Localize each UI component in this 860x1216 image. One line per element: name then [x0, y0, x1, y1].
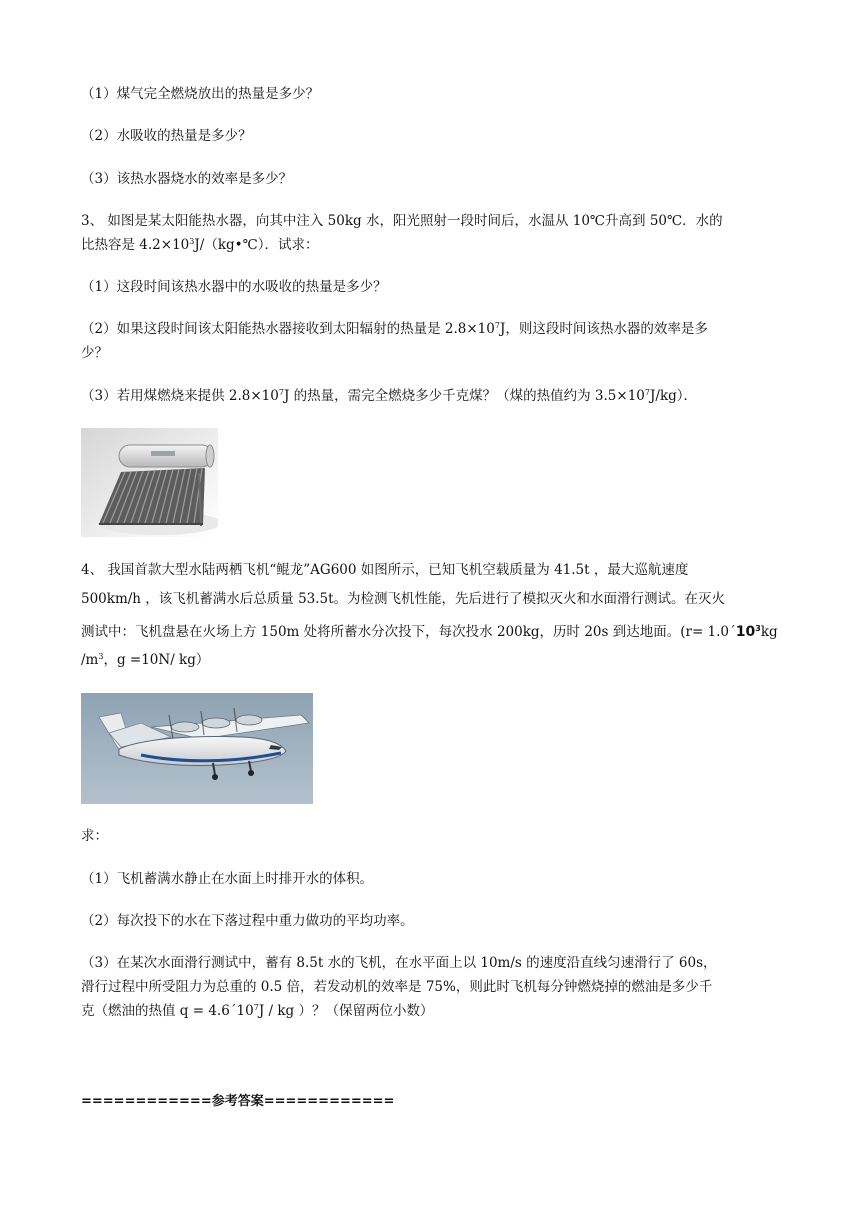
ten-power-three: $10^3$: [735, 624, 761, 640]
ag600-aircraft-image: [81, 693, 313, 804]
q2-part3: （3）该热水器烧水的效率是多少？: [81, 171, 293, 187]
q4-intro-line3: 测试中：飞机盘悬在火场上方 150m 处将所蓄水分次投下，每次投水 200kg，历时 20s 到达地面。($r= 1.0´10^3kg$: [81, 624, 778, 640]
q3-intro-line1: 3、 如图是某太阳能热水器，向其中注入 50kg 水，阳光照射一段时间后，水温从 10℃升高到 50℃．水的: [81, 213, 723, 229]
q4-part3-line1: （3）在某次水面滑行测试中，蓄有 8.5t 水的飞机，在水平面上以 10m/s 的速度沿直线匀速滑行了 60s，: [81, 955, 717, 971]
q4-part2: （2）每次投下的水在下落过程中重力做功的平均功率。: [81, 913, 414, 929]
q4-part3-line2: 滑行过程中所受阻力为总重的 0.5 倍，若发动机的效率是 75%，则此时飞机每分钟燃烧掉的燃油是多少千: [81, 979, 713, 995]
q4-ask: 求：: [81, 828, 108, 844]
q4-part3-line3: 克（燃油的热值 $q = 4.6´10^7J$ / kg ）？（保留两位小数）: [81, 1003, 434, 1019]
q4-intro-line4: $/m^3$，g =10N/ kg）: [81, 652, 210, 668]
q3-part2-line2: 少？: [81, 345, 108, 361]
q4-intro-line1: 4、 我国首款大型水陆两栖飞机“鲲龙”AG600 如图所示，已知飞机空载质量为 41.5t ，最大巡航速度: [81, 562, 689, 578]
answer-section-divider: ============参考答案============: [81, 1094, 395, 1109]
q4-part1: （1）飞机蓄满水静止在水面上时排开水的体积。: [81, 871, 374, 887]
solar-water-heater-image: [81, 428, 218, 537]
q3-part3: （3）若用煤燃烧来提供 $2.8\times 10^7J$ 的热量，需完全燃烧多少千克煤？（煤的热值约为 $3.5\times 10^7J/kg$）．: [81, 388, 698, 404]
q2-part1: （1）煤气完全燃烧放出的热量是多少？: [81, 86, 320, 102]
q4-intro-line2: 500km/h ，该飞机蓄满水后总质量 53.5t。为检测飞机性能，先后进行了模拟灭火和水面滑行测试。在灭火: [81, 591, 726, 607]
q3-part2-line1: （2）如果这段时间该太阳能热水器接收到太阳辐射的热量是 $2.8\times 10^7J$，则这段时间该热水器的效率是多: [81, 321, 708, 337]
q3-part1: （1）这段时间该热水器中的水吸收的热量是多少？: [81, 279, 387, 295]
q3-intro-line2: 比热容是 $4.2\times 10^3J/(kg•℃)$．试求：: [81, 237, 319, 253]
q2-part2: （2）水吸收的热量是多少？: [81, 128, 252, 144]
